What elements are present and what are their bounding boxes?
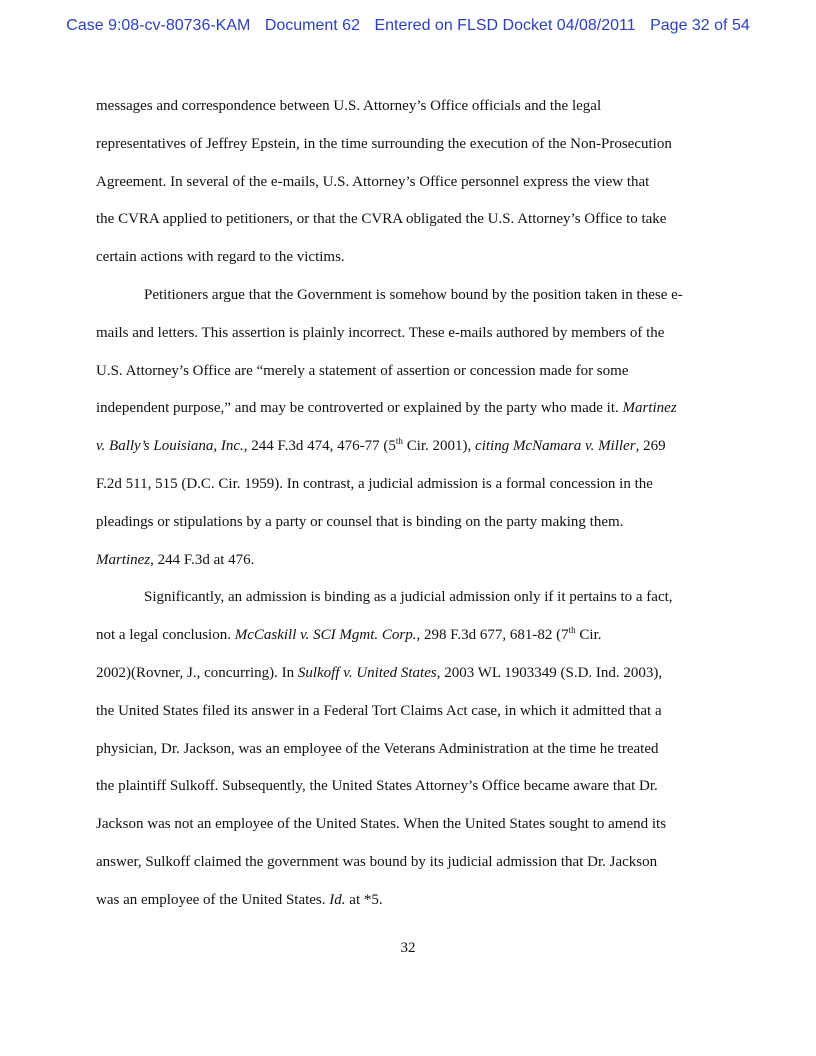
text-line: the CVRA applied to petitioners, or that the CVRA obligated the U.S. Attorney’s Office to take	[96, 211, 667, 228]
text-line: the United States filed its answer in a Federal Tort Claims Act case, in which it admitted that a	[96, 702, 662, 719]
page-number: 32	[400, 940, 416, 956]
text-line: mails and letters. This assertion is plainly incorrect. These e-mails authored by members of the	[96, 324, 665, 341]
text-line: the plaintiff Sulkoff. Subsequently, the United States Attorney’s Office became aware that Dr.	[96, 778, 658, 795]
ordinal-superscript: th	[395, 436, 403, 447]
case-citation: Id.	[329, 891, 346, 908]
text-line: physician, Dr. Jackson, was an employee of the Veterans Administration at the time he treated	[96, 740, 659, 757]
case-citation: McCaskill v. SCI Mgmt. Corp.	[234, 627, 417, 644]
page-indicator: Page 32 of 54	[650, 17, 750, 34]
document-number: Document 62	[264, 17, 360, 34]
ordinal-superscript: th	[568, 625, 576, 636]
text-line: , 298 F.3d 677, 681-82 (7	[416, 627, 569, 644]
text-line: answer, Sulkoff claimed the government was bound by its judicial admission that Dr. Jackson	[96, 853, 658, 870]
text-line: pleadings or stipulations by a party or counsel that is binding on the party making them.	[96, 513, 624, 530]
case-citation: Sulkoff v. United States	[297, 664, 437, 681]
case-citation: citing McNamara v. Miller	[475, 438, 636, 455]
docket-entry-date: Entered on FLSD Docket 04/08/2011	[374, 17, 636, 34]
document-body	[96, 88, 720, 920]
text-line: Agreement. In several of the e-mails, U.S. Attorney’s Office personnel express the view that	[96, 173, 650, 190]
text-line: messages and correspondence between U.S. Attorney’s Office officials and the legal	[96, 98, 602, 114]
case-citation: Martinez	[622, 400, 677, 417]
text-line: , 269	[635, 438, 666, 455]
text-line: Cir.	[575, 627, 602, 644]
paragraph-3	[96, 579, 720, 919]
text-line: Significantly, an admission is binding as a judicial admission only if it pertains to a fact,	[144, 589, 673, 606]
text-line: F.2d 511, 515 (D.C. Cir. 1959). In contrast, a judicial admission is a formal concession in the	[96, 475, 653, 492]
docket-header	[0, 17, 816, 35]
text-line: , 244 F.3d at 476.	[150, 551, 255, 568]
text-line: 2002)(Rovner, J., concurring). In	[96, 664, 298, 681]
text-line: U.S. Attorney’s Office are “merely a statement of assertion or concession made for some	[96, 362, 629, 379]
text-line: Jackson was not an employee of the United States. When the United States sought to amend its	[96, 816, 667, 833]
text-line: certain actions with regard to the victims.	[96, 249, 345, 266]
text-line: not a legal conclusion.	[96, 627, 235, 644]
text-line: , 2003 WL 1903349 (S.D. Ind. 2003),	[436, 664, 663, 681]
text-line: was an employee of the United States.	[96, 891, 330, 908]
text-line: , 244 F.3d 474, 476-77 (5	[243, 438, 396, 455]
paragraph-2	[96, 277, 720, 579]
paragraph-1	[96, 88, 720, 277]
case-number: Case 9:08-cv-80736-KAM	[66, 17, 251, 34]
text-line: at *5.	[345, 891, 383, 908]
case-citation: v. Bally’s Louisiana, Inc.	[96, 438, 244, 455]
text-line: representatives of Jeffrey Epstein, in the time surrounding the execution of the Non-Prosecution	[96, 135, 672, 152]
case-citation: Martinez	[96, 551, 151, 568]
text-line: Cir. 2001),	[402, 438, 476, 455]
text-line: Petitioners argue that the Government is somehow bound by the position taken in these e-	[144, 286, 683, 303]
text-line: independent purpose,” and may be controverted or explained by the party who made it.	[96, 400, 623, 417]
